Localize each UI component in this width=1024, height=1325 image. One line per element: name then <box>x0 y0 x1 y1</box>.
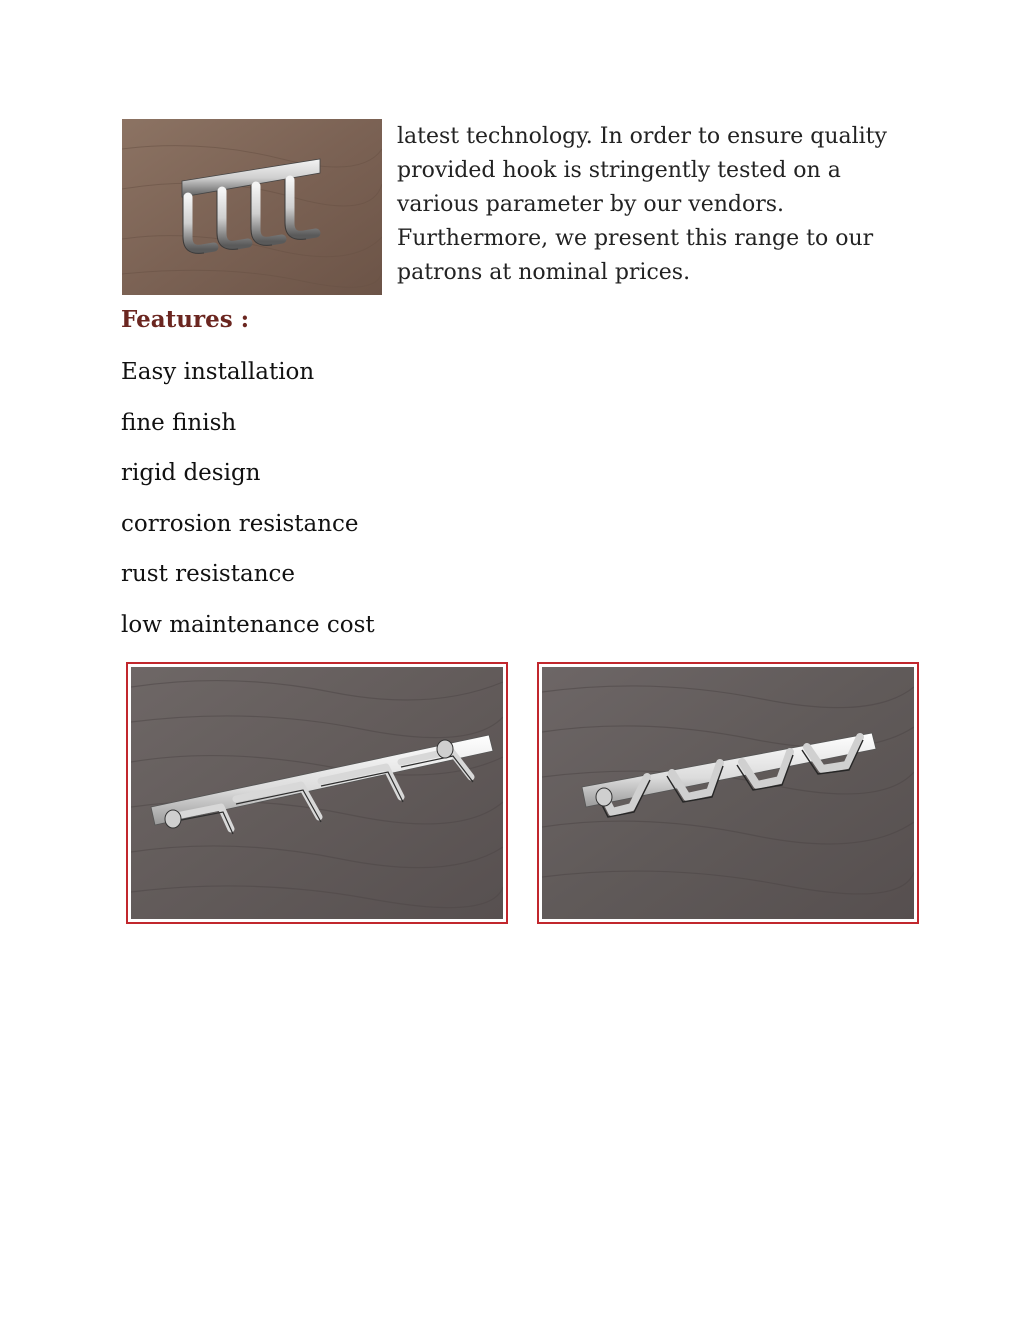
features-list <box>121 357 375 660</box>
hero-product-image <box>122 119 382 295</box>
feature-item: low maintenance cost <box>121 611 375 638</box>
features-heading: Features : <box>121 306 250 333</box>
feature-item: rigid design <box>121 460 261 486</box>
gallery-image-five-hook-rail <box>126 662 508 924</box>
intro-text <box>397 120 897 290</box>
feature-item: fine finish <box>121 409 237 436</box>
gallery-image-four-hook-rail <box>537 662 919 924</box>
feature-item: corrosion resistance <box>121 510 359 537</box>
intro-paragraph: latest technology. In order to ensure quality provided hook is stringently tested on a various parameter by our vendors. Furthermore, we present this range to our patrons at nominal prices. <box>397 124 887 285</box>
feature-item: Easy installation <box>121 359 315 385</box>
feature-item: rust resistance <box>121 561 295 587</box>
